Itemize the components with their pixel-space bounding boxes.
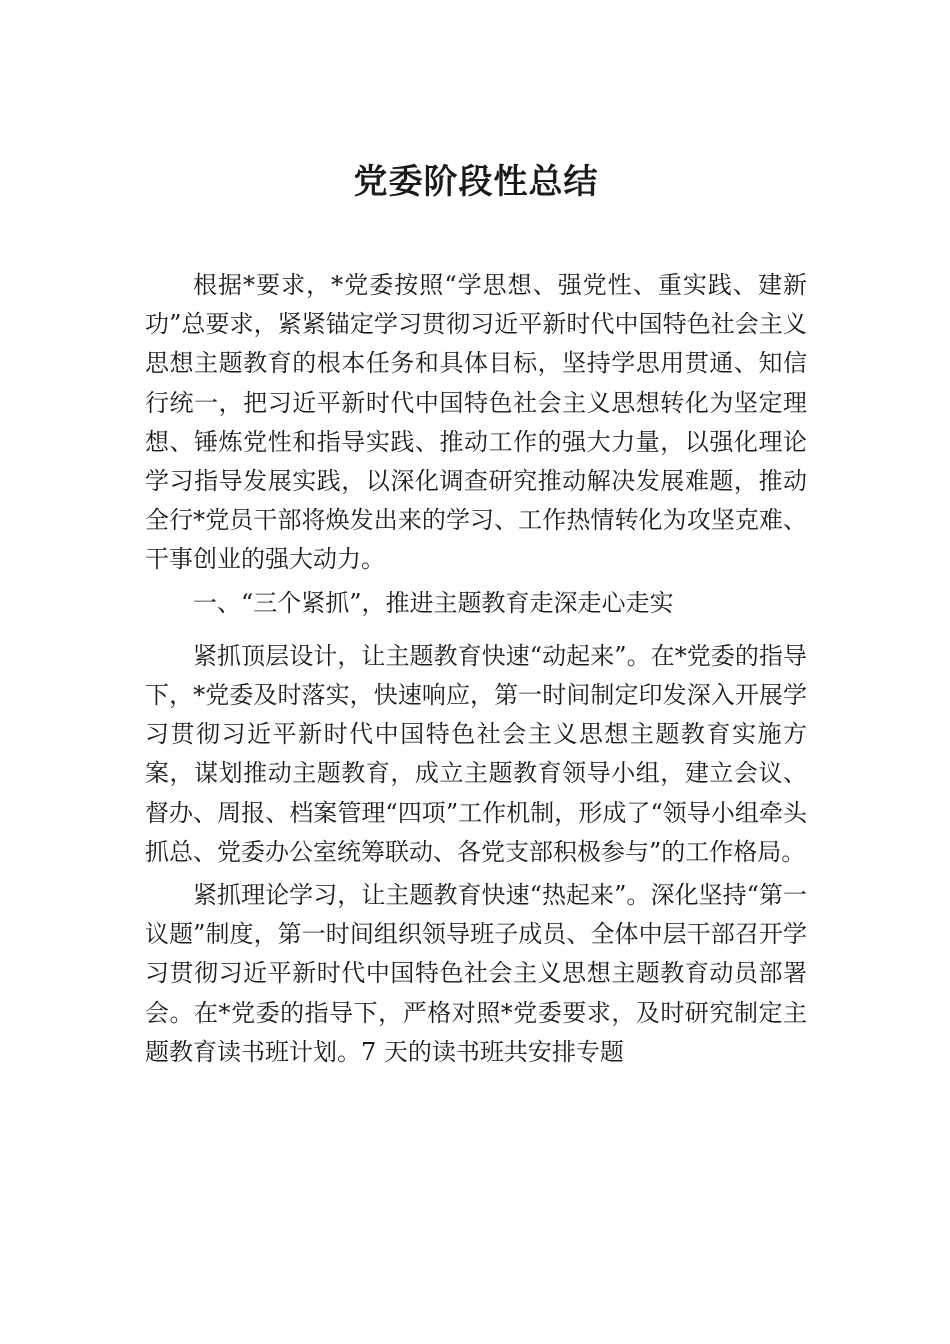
body-paragraph: 紧抓顶层设计，让主题教育快速“动起来”。在*党委的指导下，*党委及时落实，快速响应，第一时间制定印发深入开展学习贯彻习近平新时代中国特色社会主义思想主题教育实施方案，谋划推动主题教育，成立主题教育领导小组，建立会议、督办、周报、档案管理“四项”工作机制，形成了“领导小组牵头抓总、党委办公室统筹联动、各党支部积极参与”的工作格局。 (145, 641, 807, 866)
title-spacer (145, 214, 807, 266)
intro-paragraph: 根据*要求，*党委按照“学思想、强党性、重实践、建新功”总要求，紧紧锚定学习贯彻习近平新时代中国特色社会主义思想主题教育的根本任务和具体目标，坚持学思用贯通、知信行统一，把习近平新时代中国特色社会主义思想转化为坚定理想、锤炼党性和指导实践、推动工作的强大力量，以强化理论学习指导发展实践，以深化调查研究推动解决发展难题，推动全行*党员干部将焕发出来的学习、工作热情转化为攻坚克难、干事创业的强大动力。 (145, 271, 807, 574)
section-heading: 一、“三个紧抓”，推进主题教育走深走心走实 (193, 588, 674, 617)
document-page (145, 150, 807, 1072)
body-paragraph: 紧抓理论学习，让主题教育快速“热起来”。深化坚持“第一议题”制度，第一时间组织领导班子成员、全体中层干部召开学习贯彻习近平新时代中国特色社会主义思想主题教育动员部署会。在*党委的指导下，严格对照*党委要求，及时研究制定主题教育读书班计划。7 天的读书班共安排专题 (145, 881, 807, 1066)
document-title: 党委阶段性总结 (353, 162, 599, 202)
